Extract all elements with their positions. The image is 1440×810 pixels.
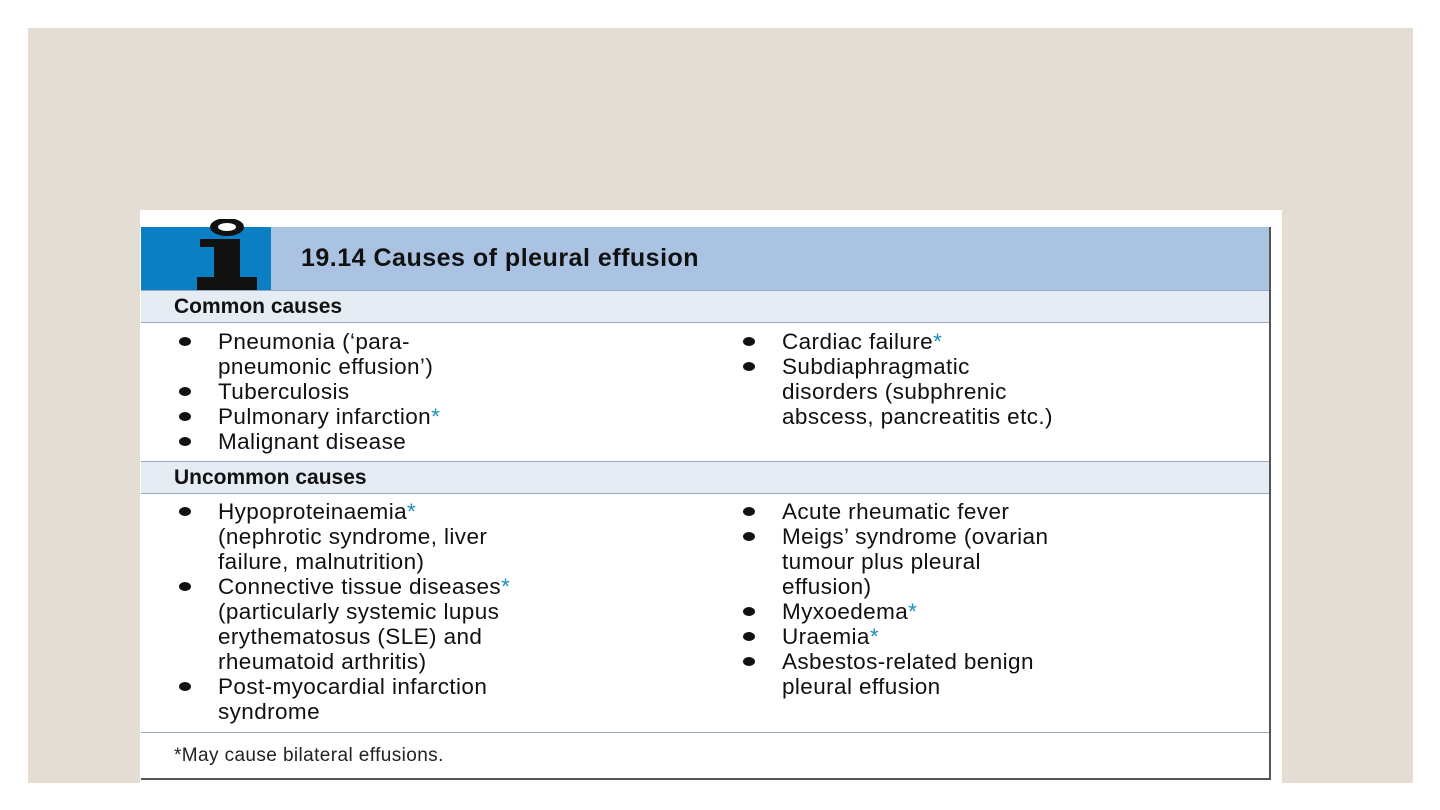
list-item: Connective tissue diseases* (particularly systemic lupus erythematosus (SLE) and rheumatoid arthritis)	[174, 574, 714, 674]
bullet-icon	[179, 507, 191, 516]
bullet-icon	[179, 682, 191, 691]
footnote: *May cause bilateral effusions.	[174, 745, 444, 766]
list-item: Pneumonia (‘para- pneumonic effusion’)	[174, 329, 714, 379]
uncommon-causes-right	[738, 499, 1258, 699]
info-box	[141, 227, 1271, 780]
list-item: Cardiac failure*	[738, 329, 1258, 354]
bilateral-marker: *	[908, 599, 918, 624]
list-item: Acute rheumatic fever	[738, 499, 1258, 524]
section-heading-label: Common causes	[174, 295, 343, 318]
section-heading-uncommon	[141, 461, 1269, 494]
bilateral-marker: *	[431, 404, 441, 429]
common-causes-left	[174, 329, 714, 454]
bullet-icon	[179, 387, 191, 396]
bullet-icon	[743, 607, 755, 616]
bullet-icon	[179, 412, 191, 421]
info-icon	[197, 219, 257, 290]
list-item: Pulmonary infarction*	[174, 404, 714, 429]
bullet-icon	[179, 437, 191, 446]
list-item: Asbestos-related benign pleural effusion	[738, 649, 1258, 699]
section-heading-label: Uncommon causes	[174, 466, 367, 489]
box-title: 19.14 Causes of pleural effusion	[301, 244, 700, 272]
list-item: Subdiaphragmatic disorders (subphrenic abscess, pancreatitis etc.)	[738, 354, 1258, 429]
bullet-icon	[743, 362, 755, 371]
bullet-icon	[743, 657, 755, 666]
bullet-icon	[743, 337, 755, 346]
bilateral-marker: *	[501, 574, 511, 599]
bullet-icon	[179, 337, 191, 346]
bilateral-marker: *	[933, 329, 943, 354]
list-item: Meigs’ syndrome (ovarian tumour plus pleural effusion)	[738, 524, 1258, 599]
list-item: Post-myocardial infarction syndrome	[174, 674, 714, 724]
list-item: Malignant disease	[174, 429, 714, 454]
list-item: Uraemia*	[738, 624, 1258, 649]
common-causes-right	[738, 329, 1258, 429]
bullet-icon	[743, 632, 755, 641]
bullet-icon	[743, 507, 755, 516]
list-item: Hypoproteinaemia* (nephrotic syndrome, liver failure, malnutrition)	[174, 499, 714, 574]
bilateral-marker: *	[407, 499, 417, 524]
info-icon-block	[141, 227, 271, 290]
uncommon-causes-left	[174, 499, 714, 724]
list-item: Tuberculosis	[174, 379, 714, 404]
section-heading-common	[141, 290, 1269, 323]
bilateral-marker: *	[869, 624, 879, 649]
bullet-icon	[743, 532, 755, 541]
footnote-divider	[141, 732, 1269, 733]
bullet-icon	[179, 582, 191, 591]
box-header	[141, 227, 1269, 290]
list-item: Myxoedema*	[738, 599, 1258, 624]
